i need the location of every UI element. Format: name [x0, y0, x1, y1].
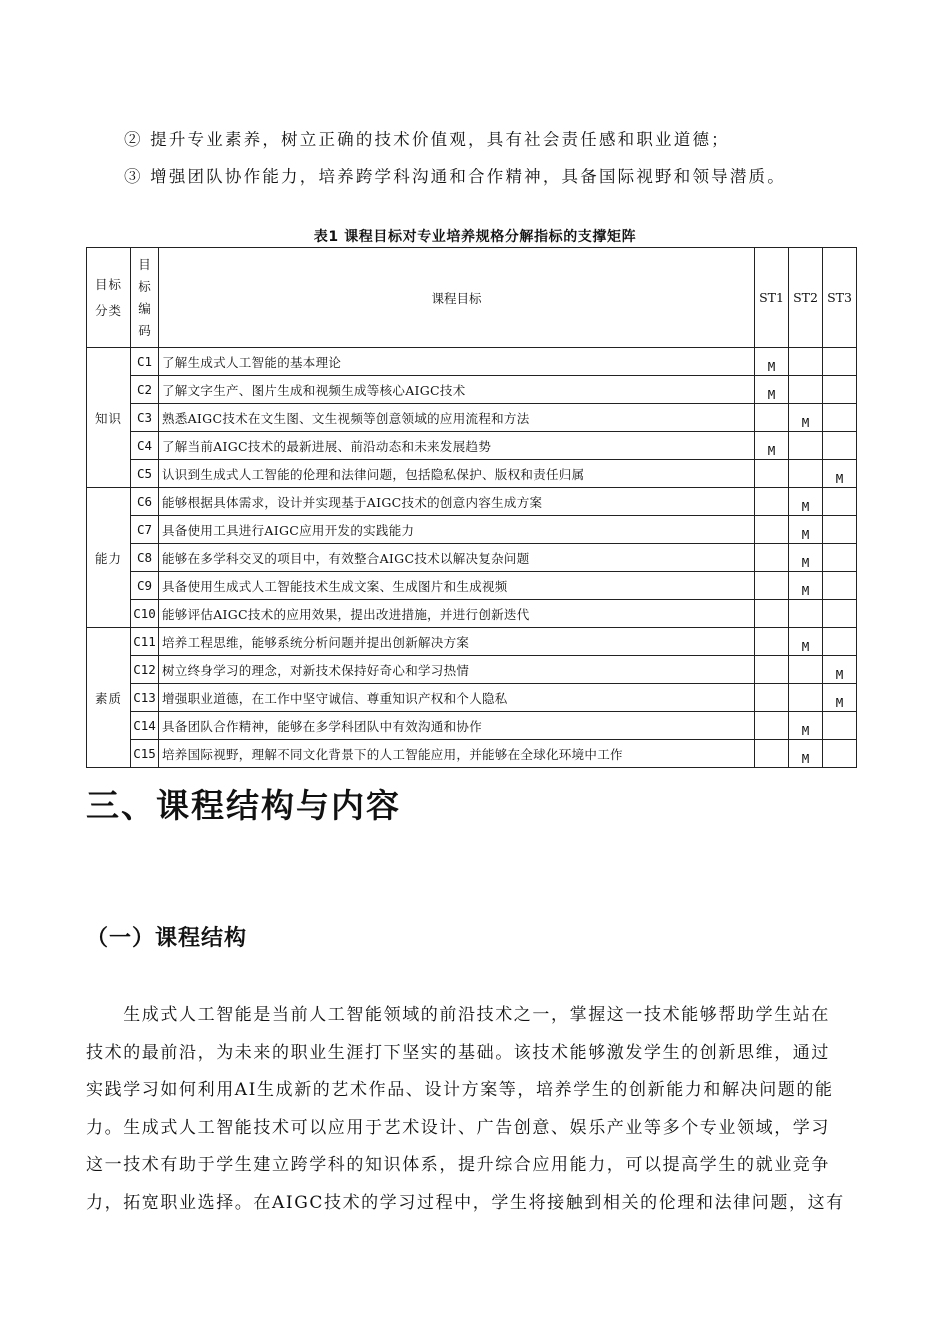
goal-code: C4	[131, 432, 159, 460]
goal-desc: 具备团队合作精神，能够在多学科团队中有效沟通和协作	[159, 712, 755, 740]
st1-mark	[755, 740, 789, 768]
st3-mark	[823, 376, 857, 404]
goal-desc: 增强职业道德，在工作中坚守诚信、尊重知识产权和个人隐私	[159, 684, 755, 712]
st3-mark	[823, 488, 857, 516]
header-goal: 课程目标	[159, 248, 755, 348]
paragraph-line: 实践学习如何利用AI生成新的艺术作品、设计方案等，培养学生的创新能力和解决问题的能	[86, 1080, 834, 1101]
st2-mark: M	[789, 544, 823, 572]
st1-mark	[755, 516, 789, 544]
goal-code: C1	[131, 348, 159, 376]
st1-mark	[755, 488, 789, 516]
goal-desc: 认识到生成式人工智能的伦理和法律问题，包括隐私保护、版权和责任归属	[159, 460, 755, 488]
paragraph-line: 力。生成式人工智能技术可以应用于艺术设计、广告创意、娱乐产业等多个专业领域，学习	[86, 1117, 830, 1138]
table-row	[87, 432, 857, 460]
st3-mark	[823, 404, 857, 432]
st3-mark: M	[823, 460, 857, 488]
goal-code: C11	[131, 628, 159, 656]
table-row	[87, 460, 857, 488]
header-st2: ST2	[789, 248, 823, 348]
st1-mark	[755, 684, 789, 712]
table-row	[87, 348, 857, 376]
goal-code: C5	[131, 460, 159, 488]
st3-mark	[823, 516, 857, 544]
goal-code: C6	[131, 488, 159, 516]
goal-code: C2	[131, 376, 159, 404]
table-caption: 表1 课程目标对专业培养规格分解指标的支撑矩阵	[313, 229, 637, 245]
header-category: 目标 分类	[87, 248, 131, 348]
table-row	[87, 516, 857, 544]
st2-mark: M	[789, 488, 823, 516]
table-row	[87, 404, 857, 432]
st2-mark	[789, 600, 823, 628]
st2-mark: M	[789, 740, 823, 768]
goal-code: C10	[131, 600, 159, 628]
category-knowledge: 知识	[87, 348, 131, 488]
st3-mark	[823, 740, 857, 768]
header-code: 目 标 编 码	[131, 248, 159, 348]
paragraph-line: 力，拓宽职业选择。在AIGC技术的学习过程中，学生将接触到相关的伦理和法律问题，这有	[86, 1192, 845, 1213]
goal-desc: 具备使用生成式人工智能技术生成文案、生成图片和生成视频	[159, 572, 755, 600]
paragraph-line: 这一技术有助于学生建立跨学科的知识体系，提升综合应用能力，可以提高学生的就业竞争	[86, 1155, 830, 1176]
st2-mark	[789, 684, 823, 712]
table-row	[87, 684, 857, 712]
paragraph-line: 生成式人工智能是当前人工智能领域的前沿技术之一，掌握这一技术能够帮助学生站在	[86, 1005, 830, 1025]
header-st3: ST3	[823, 248, 857, 348]
goal-code: C8	[131, 544, 159, 572]
st1-mark	[755, 628, 789, 656]
st3-mark	[823, 432, 857, 460]
st1-mark	[755, 600, 789, 628]
table-row	[87, 572, 857, 600]
st3-mark	[823, 628, 857, 656]
st2-mark	[789, 376, 823, 404]
st2-mark	[789, 348, 823, 376]
st1-mark	[755, 544, 789, 572]
goal-desc: 培养工程思维，能够系统分析问题并提出创新解决方案	[159, 628, 755, 656]
st1-mark	[755, 712, 789, 740]
st2-mark: M	[789, 572, 823, 600]
objective-item-3: ③ 增强团队协作能力，培养跨学科沟通和合作精神，具备国际视野和领导潜质。	[124, 167, 786, 186]
objective-item-2: ② 提升专业素养，树立正确的技术价值观，具有社会责任感和职业道德；	[124, 130, 730, 149]
st2-mark: M	[789, 404, 823, 432]
st2-mark	[789, 432, 823, 460]
st1-mark: M	[755, 348, 789, 376]
goal-desc: 了解生成式人工智能的基本理论	[159, 348, 755, 376]
table-row	[87, 656, 857, 684]
st2-mark	[789, 460, 823, 488]
table-header-row	[87, 248, 857, 348]
st2-mark: M	[789, 516, 823, 544]
table-row	[87, 488, 857, 516]
goal-desc: 具备使用工具进行AIGC应用开发的实践能力	[159, 516, 755, 544]
goal-code: C13	[131, 684, 159, 712]
support-matrix-table	[86, 247, 857, 768]
goal-desc: 培养国际视野，理解不同文化背景下的人工智能应用，并能够在全球化环境中工作	[159, 740, 755, 768]
st1-mark	[755, 656, 789, 684]
st1-mark	[755, 404, 789, 432]
st3-mark	[823, 600, 857, 628]
goal-desc: 能够根据具体需求，设计并实现基于AIGC技术的创意内容生成方案	[159, 488, 755, 516]
goal-code: C3	[131, 404, 159, 432]
goal-desc: 能够在多学科交叉的项目中，有效整合AIGC技术以解决复杂问题	[159, 544, 755, 572]
paragraph-line: 技术的最前沿，为未来的职业生涯打下坚实的基础。该技术能够激发学生的创新思维，通过	[86, 1042, 830, 1063]
st3-mark: M	[823, 656, 857, 684]
st3-mark	[823, 348, 857, 376]
table-row	[87, 544, 857, 572]
body-paragraph	[86, 997, 864, 1223]
goal-desc: 了解当前AIGC技术的最新进展、前沿动态和未来发展趋势	[159, 432, 755, 460]
st1-mark	[755, 460, 789, 488]
st1-mark: M	[755, 432, 789, 460]
table-row	[87, 712, 857, 740]
st2-mark	[789, 656, 823, 684]
goal-desc: 熟悉AIGC技术在文生图、文生视频等创意领域的应用流程和方法	[159, 404, 755, 432]
goal-code: C12	[131, 656, 159, 684]
st3-mark	[823, 712, 857, 740]
subsection-heading: （一）课程结构	[86, 926, 248, 951]
st2-mark: M	[789, 712, 823, 740]
goal-desc: 能够评估AIGC技术的应用效果，提出改进措施，并进行创新迭代	[159, 600, 755, 628]
section-heading: 三、课程结构与内容	[86, 786, 401, 825]
st3-mark	[823, 544, 857, 572]
table-row	[87, 740, 857, 768]
table-row	[87, 376, 857, 404]
st1-mark	[755, 572, 789, 600]
table-row	[87, 628, 857, 656]
header-st1: ST1	[755, 248, 789, 348]
category-quality: 素质	[87, 628, 131, 768]
table-row	[87, 600, 857, 628]
st3-mark	[823, 572, 857, 600]
goal-code: C7	[131, 516, 159, 544]
goal-code: C14	[131, 712, 159, 740]
goal-desc: 树立终身学习的理念，对新技术保持好奇心和学习热情	[159, 656, 755, 684]
goal-desc: 了解文字生产、图片生成和视频生成等核心AIGC技术	[159, 376, 755, 404]
goal-code: C15	[131, 740, 159, 768]
st1-mark: M	[755, 376, 789, 404]
st3-mark: M	[823, 684, 857, 712]
st2-mark: M	[789, 628, 823, 656]
category-ability: 能力	[87, 488, 131, 628]
goal-code: C9	[131, 572, 159, 600]
